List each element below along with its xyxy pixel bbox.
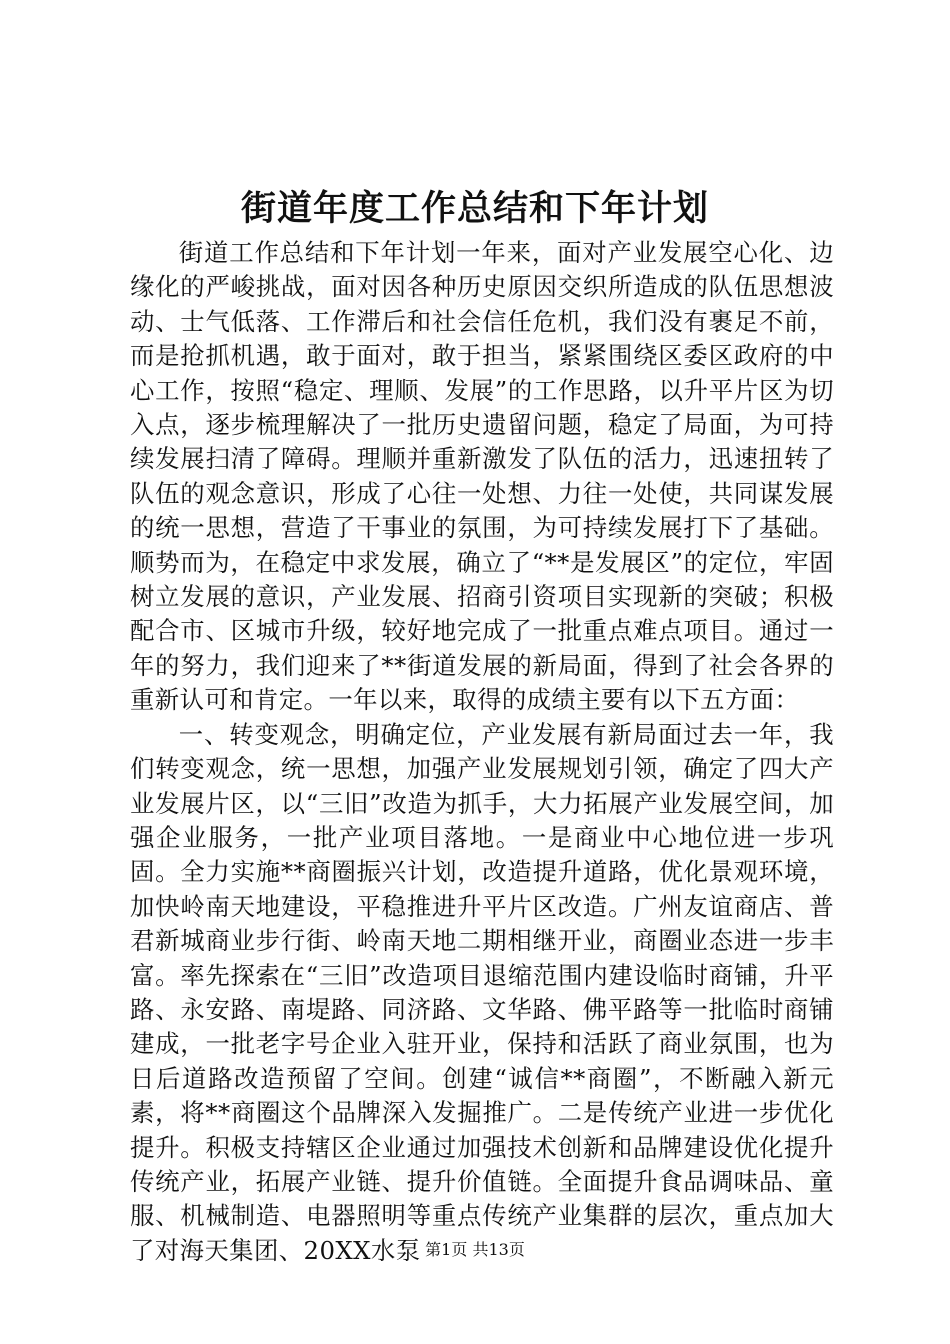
page-footer <box>0 1238 950 1262</box>
page-total: 共13页 <box>472 1240 525 1259</box>
paragraph-section-one: 一、转变观念，明确定位，产业发展有新局面过去一年，我们转变观念，统一思想，加强产业发展规划引领，确定了四大产业发展片区，以“三旧”改造为抓手，大力拓展产业发展空间，加强企业服务，一批产业项目落地。一是商业中心地位进一步巩固。全力实施**商圈振兴计划，改造提升道路，优化景观环境，加快岭南天地建设，平稳推进升平片区改造。广州友谊商店、普君新城商业步行街、岭南天地二期相继开业，商圈业态进一步丰富。率先探索在“三旧”改造项目退缩范围内建设临时商铺，升平路、永安路、南堤路、同济路、文华路、佛平路等一批临时商铺建成，一批老字号企业入驻开业，保持和活跃了商业氛围，也为日后道路改造预留了空间。创建“诚信**商圈”，不断融入新元素，将**商圈这个品牌深入发掘推广。二是传统产业进一步优化提升。积极支持辖区企业通过加强技术创新和品牌建设优化提升传统产业，拓展产业链、提升价值链。全面提升食品调味品、童服、机械制造、电器照明等重点传统产业集群的层次，重点加大了对海天集团、20XX水泵 <box>130 719 834 1265</box>
page-number: 第1页 <box>425 1240 468 1259</box>
document-title: 街道年度工作总结和下年计划 <box>240 188 709 229</box>
paragraph-intro: 街道工作总结和下年计划一年来，面对产业发展空心化、边缘化的严峻挑战，面对因各种历史原因交织所造成的队伍思想波动、士气低落、工作滞后和社会信任危机，我们没有裹足不前，而是抢抓机遇，敢于面对，敢于担当，紧紧围绕区委区政府的中心工作，按照“稳定、理顺、发展”的工作思路，以升平片区为切入点，逐步梳理解决了一批历史遗留问题，稳定了局面，为可持续发展扫清了障碍。理顺并重新激发了队伍的活力，迅速扭转了队伍的观念意识，形成了心往一处想、力往一处使，共同谋发展的统一思想，营造了干事业的氛围，为可持续发展打下了基础。顺势而为，在稳定中求发展，确立了“**是发展区”的定位，牢固树立发展的意识，产业发展、招商引资项目实现新的突破；积极配合市、区城市升级，较好地完成了一批重点难点项目。通过一年的努力，我们迎来了**街道发展的新局面，得到了社会各界的重新认可和肯定。一年以来，取得的成绩主要有以下五方面： <box>130 238 834 715</box>
document-body <box>130 236 834 1268</box>
